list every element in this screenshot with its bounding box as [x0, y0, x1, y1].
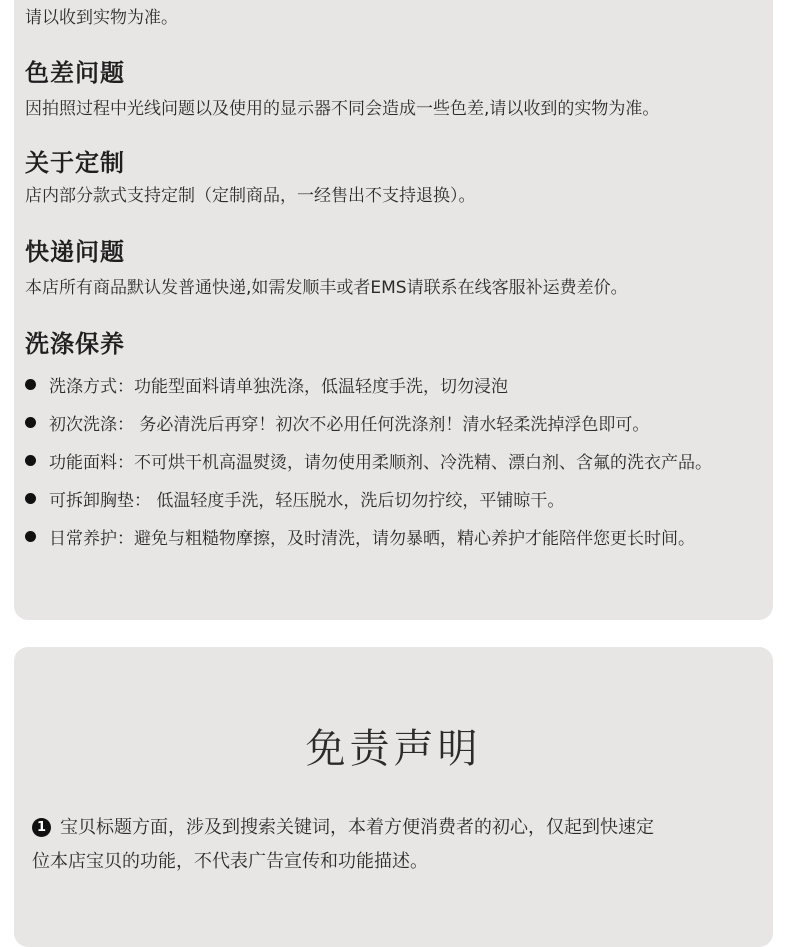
bullet-icon	[25, 417, 36, 428]
product-notes-card	[14, 0, 773, 620]
care-item-text: 可拆卸胸垫： 低温轻度手洗，轻压脱水，洗后切勿拧绞，平铺晾干。	[49, 491, 565, 511]
shipping-text: 本店所有商品默认发普通快递,如需发顺丰或者EMS请联系在线客服补运费差价。	[25, 278, 628, 298]
disclaimer-item-1	[32, 813, 654, 839]
bullet-icon	[25, 455, 36, 466]
care-list-item	[25, 372, 508, 397]
bullet-icon	[25, 379, 36, 390]
care-list-item	[25, 524, 695, 549]
intro-tail-text: 请以收到实物为准。	[25, 8, 178, 28]
number-1-icon: 1	[32, 818, 51, 837]
care-heading: 洗涤保养	[25, 330, 125, 358]
bullet-icon	[25, 531, 36, 542]
bullet-icon	[25, 493, 36, 504]
care-list-item	[25, 486, 564, 511]
care-item-text: 洗涤方式：功能型面料请单独洗涤，低温轻度手洗，切勿浸泡	[49, 377, 508, 397]
disclaimer-item-1-line2: 位本店宝贝的功能，不代表广告宣传和功能描述。	[32, 851, 428, 872]
disclaimer-item-1-line1: 宝贝标题方面，涉及到搜索关键词，本着方便消费者的初心，仅起到快速定	[60, 817, 654, 838]
shipping-heading: 快递问题	[25, 238, 125, 266]
care-list-item	[25, 448, 712, 473]
customization-text: 店内部分款式支持定制（定制商品，一经售出不支持退换）。	[25, 186, 476, 206]
care-item-text: 初次洗涤： 务必清洗后再穿！初次不必用任何洗涤剂！清水轻柔洗掉浮色即可。	[49, 415, 650, 435]
disclaimer-card	[14, 647, 773, 947]
color-difference-text: 因拍照过程中光线问题以及使用的显示器不同会造成一些色差,请以收到的实物为准。	[25, 99, 660, 119]
color-difference-heading: 色差问题	[25, 59, 125, 87]
care-list-item	[25, 410, 649, 435]
care-item-text: 功能面料：不可烘干机高温熨烫，请勿使用柔顺剂、冷洗精、漂白剂、含氟的洗衣产品。	[49, 453, 712, 473]
care-item-text: 日常养护：避免与粗糙物摩擦，及时清洗，请勿暴晒，精心养护才能陪伴您更长时间。	[49, 529, 695, 549]
customization-heading: 关于定制	[25, 149, 125, 177]
disclaimer-title: 免责声明	[305, 726, 482, 772]
